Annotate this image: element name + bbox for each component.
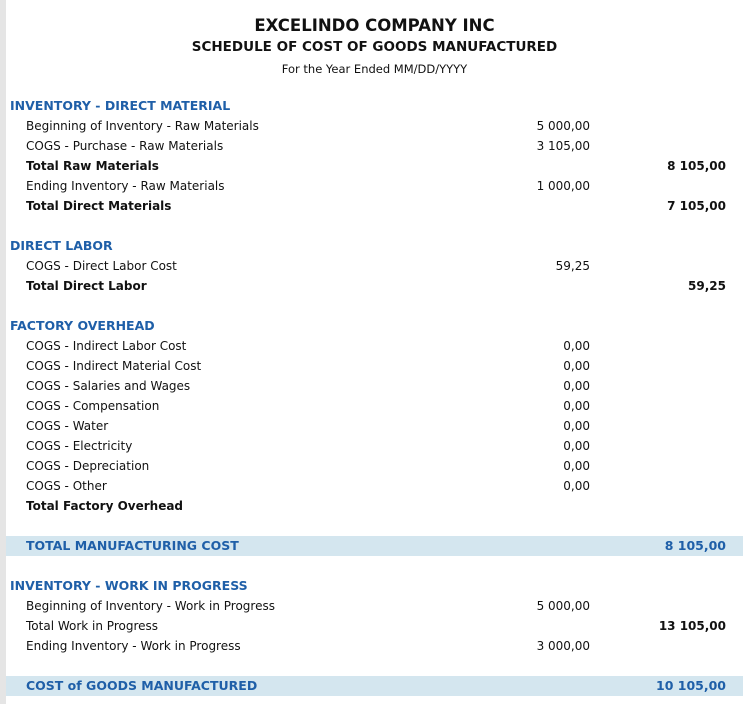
row-total-raw-materials xyxy=(6,156,743,176)
row-label: COGS - Direct Labor Cost xyxy=(26,259,177,273)
row-overhead-item xyxy=(6,476,743,496)
band-total: 10 105,00 xyxy=(656,678,726,693)
row-label: Total Direct Labor xyxy=(26,279,147,293)
row-overhead-item xyxy=(6,436,743,456)
row-label: COGS - Salaries and Wages xyxy=(26,379,191,393)
row-label: Ending Inventory - Work in Progress xyxy=(26,639,241,653)
row-overhead-item xyxy=(6,456,743,476)
row-total: 13 105,00 xyxy=(658,619,726,633)
row-amount: 59,25 xyxy=(555,259,590,273)
section-heading-factory-overhead: FACTORY OVERHEAD xyxy=(10,318,155,333)
row-label: Total Raw Materials xyxy=(26,159,159,173)
total-manufacturing-cost-band xyxy=(6,536,743,556)
row-purchase-raw-materials xyxy=(6,136,743,156)
row-total-direct-materials xyxy=(6,196,743,216)
row-amount: 0,00 xyxy=(563,399,590,413)
row-overhead-item xyxy=(6,396,743,416)
row-amount: 0,00 xyxy=(563,459,590,473)
row-total: 59,25 xyxy=(688,279,726,293)
row-beginning-wip xyxy=(6,596,743,616)
row-beginning-raw-materials xyxy=(6,116,743,136)
row-label: Total Direct Materials xyxy=(26,199,172,213)
schedule-sheet xyxy=(6,0,743,704)
row-amount: 0,00 xyxy=(563,479,590,493)
row-amount: 5 000,00 xyxy=(536,599,590,613)
report-title: SCHEDULE OF COST OF GOODS MANUFACTURED xyxy=(191,39,558,55)
row-label: COGS - Other xyxy=(26,479,107,493)
row-amount: 0,00 xyxy=(563,379,590,393)
band-label: TOTAL MANUFACTURING COST xyxy=(26,538,239,553)
row-total-wip xyxy=(6,616,743,636)
row-amount: 3 000,00 xyxy=(536,639,590,653)
report-period: For the Year Ended MM/DD/YYYY xyxy=(281,62,468,76)
row-label: Beginning of Inventory - Work in Progress xyxy=(26,599,275,613)
row-label: Total Factory Overhead xyxy=(26,499,184,513)
row-direct-labor-cost xyxy=(6,256,743,276)
row-total: 7 105,00 xyxy=(667,199,726,213)
band-total: 8 105,00 xyxy=(664,538,726,553)
section-heading-direct-material: INVENTORY - DIRECT MATERIAL xyxy=(10,98,231,113)
row-label: Ending Inventory - Raw Materials xyxy=(26,179,225,193)
section-heading-work-in-progress: INVENTORY - WORK IN PROGRESS xyxy=(10,578,248,593)
row-ending-raw-materials xyxy=(6,176,743,196)
row-amount: 3 105,00 xyxy=(536,139,590,153)
row-total-direct-labor xyxy=(6,276,743,296)
band-label: COST of GOODS MANUFACTURED xyxy=(26,678,258,693)
row-amount: 0,00 xyxy=(563,439,590,453)
row-label: COGS - Compensation xyxy=(26,399,160,413)
row-amount: 5 000,00 xyxy=(536,119,590,133)
row-overhead-item xyxy=(6,356,743,376)
row-label: COGS - Indirect Labor Cost xyxy=(26,339,187,353)
row-label: COGS - Indirect Material Cost xyxy=(26,359,202,373)
row-amount: 0,00 xyxy=(563,339,590,353)
row-overhead-item xyxy=(6,376,743,396)
row-label: COGS - Water xyxy=(26,419,109,433)
row-label: Beginning of Inventory - Raw Materials xyxy=(26,119,259,133)
row-label: COGS - Purchase - Raw Materials xyxy=(26,139,224,153)
row-label: Total Work in Progress xyxy=(26,619,159,633)
row-ending-wip xyxy=(6,636,743,656)
section-heading-direct-labor: DIRECT LABOR xyxy=(10,238,113,253)
cost-of-goods-manufactured-band xyxy=(6,676,743,696)
row-amount: 1 000,00 xyxy=(536,179,590,193)
company-name: EXCELINDO COMPANY INC xyxy=(254,16,495,35)
row-total: 8 105,00 xyxy=(667,159,726,173)
row-label: COGS - Depreciation xyxy=(26,459,150,473)
row-overhead-item xyxy=(6,416,743,436)
row-amount: 0,00 xyxy=(563,359,590,373)
row-overhead-item xyxy=(6,336,743,356)
row-label: COGS - Electricity xyxy=(26,439,133,453)
row-amount: 0,00 xyxy=(563,419,590,433)
row-total-factory-overhead xyxy=(6,496,743,516)
